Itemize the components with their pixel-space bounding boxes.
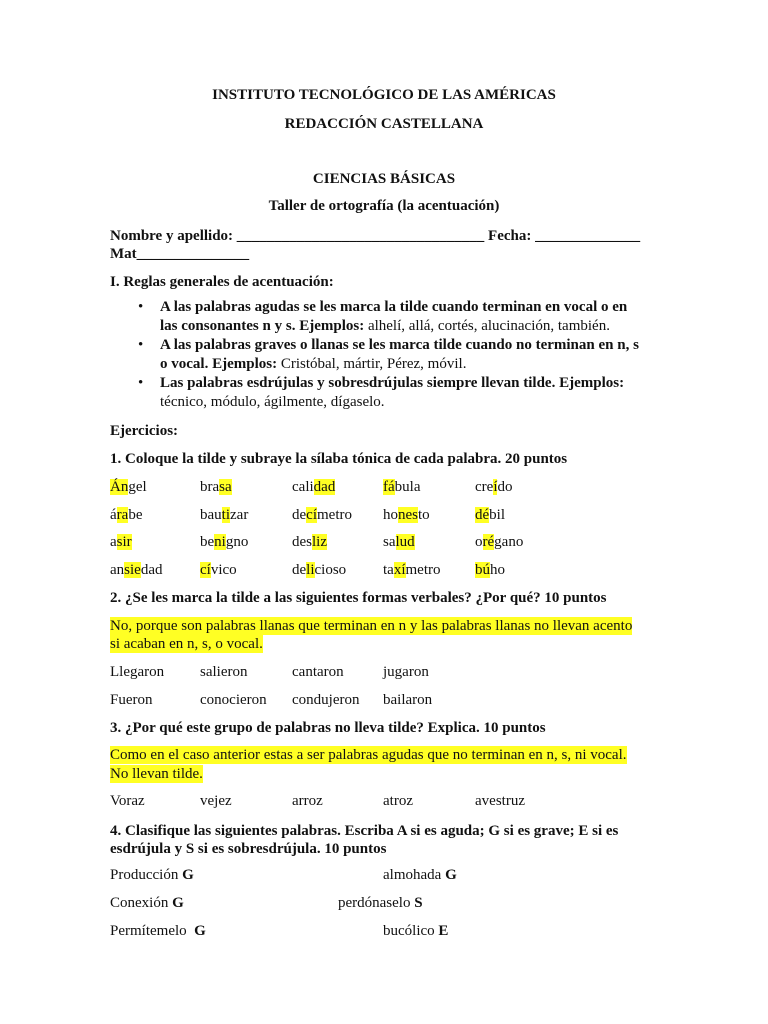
syllable: metro	[405, 562, 441, 578]
syllable: á	[110, 507, 117, 523]
rule-text-bold: las consonantes n y s. Ejemplos:	[160, 318, 368, 334]
syllable: cre	[475, 479, 494, 495]
q4-classification-mark: S	[414, 895, 423, 911]
q4-classification-mark: G	[172, 895, 184, 911]
rule-text-bold: Las palabras esdrújulas y sobresdrújulas siempre llevan tilde. Ejemplos:	[160, 375, 625, 391]
bullet-icon: •	[138, 337, 144, 353]
stressed-syllable: sa	[219, 479, 232, 495]
syllable: ho	[383, 507, 398, 523]
q1-word	[475, 533, 523, 551]
q4-word: bucólico	[383, 923, 439, 939]
rule-examples: alhelí, allá, cortés, alucinación, también.	[367, 318, 610, 334]
rules-list	[136, 298, 690, 412]
q4-word: Conexión	[110, 895, 173, 911]
rule-text-bold: A las palabras agudas se les marca la tilde cuando terminan en vocal o en	[160, 299, 628, 315]
stressed-syllable: liz	[312, 534, 327, 550]
stressed-syllable: li	[306, 562, 315, 578]
q1-word	[383, 506, 430, 524]
q4-item	[383, 922, 448, 940]
syllable: gano	[494, 534, 524, 550]
q1-title: 1. Coloque la tilde y subraye la sílaba tónica de cada palabra. 20 puntos	[110, 451, 568, 467]
exercises-title: Ejercicios:	[110, 423, 179, 439]
area-title: CIENCIAS BÁSICAS	[312, 171, 456, 187]
q4-title-line2: esdrújula y S si es sobresdrújula. 10 puntos	[110, 841, 387, 857]
stressed-syllable: dé	[475, 507, 490, 523]
q1-word	[110, 533, 132, 551]
stressed-syllable: fá	[383, 479, 395, 495]
syllable: to	[418, 507, 430, 523]
syllable: an	[110, 562, 125, 578]
q2-verb: cantaron	[292, 664, 344, 680]
rule-line	[160, 317, 690, 336]
q4-item	[338, 894, 423, 912]
stressed-syllable: ré	[482, 534, 495, 550]
q2-verb: Fueron	[110, 692, 153, 708]
syllable: de	[292, 507, 307, 523]
rule-item	[138, 374, 690, 412]
syllable: be	[200, 534, 215, 550]
course-title: REDACCIÓN CASTELLANA	[284, 116, 484, 132]
q3-word: Voraz	[110, 793, 145, 809]
stressed-syllable: Án	[110, 479, 129, 495]
syllable: gno	[225, 534, 249, 550]
q4-word: almohada	[383, 867, 446, 883]
q1-word	[200, 533, 248, 551]
stressed-syllable: lud	[395, 534, 415, 550]
q4-classification-mark: G	[445, 867, 457, 883]
q4-item	[110, 866, 194, 884]
syllable: bula	[394, 479, 421, 495]
syllable: sa	[383, 534, 396, 550]
q2-verb: Llegaron	[110, 664, 165, 680]
q2-verb: salieron	[200, 664, 248, 680]
q3-word: avestruz	[475, 793, 525, 809]
q4-classification-mark: E	[438, 923, 449, 939]
q2-verb: bailaron	[383, 692, 433, 708]
rule-text-bold: o vocal. Ejemplos:	[160, 356, 281, 372]
q2-verb: conocieron	[200, 692, 267, 708]
q1-word	[383, 533, 415, 551]
q1-word	[292, 506, 352, 524]
q4-item	[383, 866, 457, 884]
q3-word: atroz	[383, 793, 413, 809]
rule-line	[160, 355, 690, 374]
q3-word: arroz	[292, 793, 323, 809]
rule-text-bold: A las palabras graves o llanas se les marca tilde cuando no terminan en n, s	[160, 337, 639, 353]
q2-answer-line1: No, porque son palabras llanas que terminan en n y las palabras llanas no llevan acento	[110, 618, 633, 634]
q3-title: 3. ¿Por qué este grupo de palabras no lleva tilde? Explica. 10 puntos	[110, 720, 546, 736]
stressed-syllable: sie	[124, 562, 141, 578]
syllable: des	[292, 534, 312, 550]
stressed-syllable: bú	[475, 562, 490, 578]
syllable: cioso	[314, 562, 347, 578]
bullet-icon: •	[138, 375, 144, 391]
q1-word	[475, 561, 505, 579]
q4-title-line1: 4. Clasifique las siguientes palabras. Escriba A si es aguda; G si es grave; E si es	[110, 823, 619, 839]
name-date-line: Nombre y apellido: _________________________________ Fecha: ______________	[110, 228, 641, 244]
rule-examples: Cristóbal, mártir, Pérez, móvil.	[280, 356, 467, 372]
syllable: de	[292, 562, 307, 578]
q1-word	[475, 506, 505, 524]
q1-word	[200, 506, 248, 524]
stressed-syllable: ti	[221, 507, 231, 523]
q1-word	[383, 561, 441, 579]
q2-verb: condujeron	[292, 692, 360, 708]
q2-answer-line2: si acaban en n, s, o vocal.	[110, 636, 263, 652]
workshop-title: Taller de ortografía (la acentuación)	[268, 198, 500, 214]
rule-line	[160, 298, 690, 317]
q3-answer-line1: Como en el caso anterior estas a ser palabras agudas que no terminan en n, s, ni vocal.	[110, 747, 627, 763]
stressed-syllable: nes	[398, 507, 418, 523]
stressed-syllable: ra	[116, 507, 129, 523]
bullet-icon: •	[138, 299, 144, 315]
syllable: o	[475, 534, 483, 550]
syllable: bil	[489, 507, 506, 523]
q4-item	[110, 894, 184, 912]
q4-classification-mark: G	[194, 923, 206, 939]
q4-classification-mark: G	[182, 867, 194, 883]
q1-word	[200, 478, 232, 496]
syllable: bau	[200, 507, 222, 523]
syllable: a	[110, 534, 117, 550]
q1-word	[110, 561, 163, 579]
syllable: be	[128, 507, 143, 523]
stressed-syllable: dad	[313, 479, 336, 495]
syllable: cali	[292, 479, 314, 495]
syllable: zar	[230, 507, 249, 523]
q4-word: Producción	[110, 867, 183, 883]
syllable: gel	[128, 479, 147, 495]
q1-word	[292, 561, 346, 579]
section1-title: I. Reglas generales de acentuación:	[110, 274, 334, 290]
q1-word	[292, 478, 335, 496]
stressed-syllable: cí	[306, 507, 317, 523]
rule-examples: técnico, módulo, ágilmente, dígaselo.	[160, 394, 385, 410]
rule-line	[160, 336, 690, 355]
q1-word	[383, 478, 420, 496]
q2-title: 2. ¿Se les marca la tilde a las siguientes formas verbales? ¿Por qué? 10 puntos	[110, 590, 607, 606]
q3-word: vejez	[200, 793, 232, 809]
syllable: bra	[200, 479, 220, 495]
syllable: dad	[140, 562, 163, 578]
q1-word	[200, 561, 237, 579]
rule-line	[160, 374, 690, 393]
stressed-syllable: cí	[200, 562, 211, 578]
stressed-syllable: sir	[116, 534, 132, 550]
q4-word: Permítemelo	[110, 923, 195, 939]
mat-line: Mat_______________	[110, 246, 250, 262]
syllable: vico	[210, 562, 237, 578]
q3-answer-line2: No llevan tilde.	[110, 766, 203, 782]
stressed-syllable: ni	[214, 534, 226, 550]
rule-line	[160, 393, 690, 412]
stressed-syllable: xí	[393, 562, 406, 578]
syllable: ho	[490, 562, 505, 578]
institute-title: INSTITUTO TECNOLÓGICO DE LAS AMÉRICAS	[212, 87, 556, 103]
q1-word	[292, 533, 327, 551]
q1-word	[110, 478, 147, 496]
stressed-syllable: í	[493, 479, 498, 495]
syllable: do	[497, 479, 513, 495]
syllable: ta	[383, 562, 394, 578]
rule-item	[138, 336, 690, 374]
syllable: metro	[317, 507, 352, 523]
rule-item	[138, 298, 690, 336]
q2-verb: jugaron	[383, 664, 429, 680]
q4-word: perdónaselo	[338, 895, 415, 911]
q1-word	[475, 478, 512, 496]
q1-word	[110, 506, 143, 524]
q4-item	[110, 922, 206, 940]
